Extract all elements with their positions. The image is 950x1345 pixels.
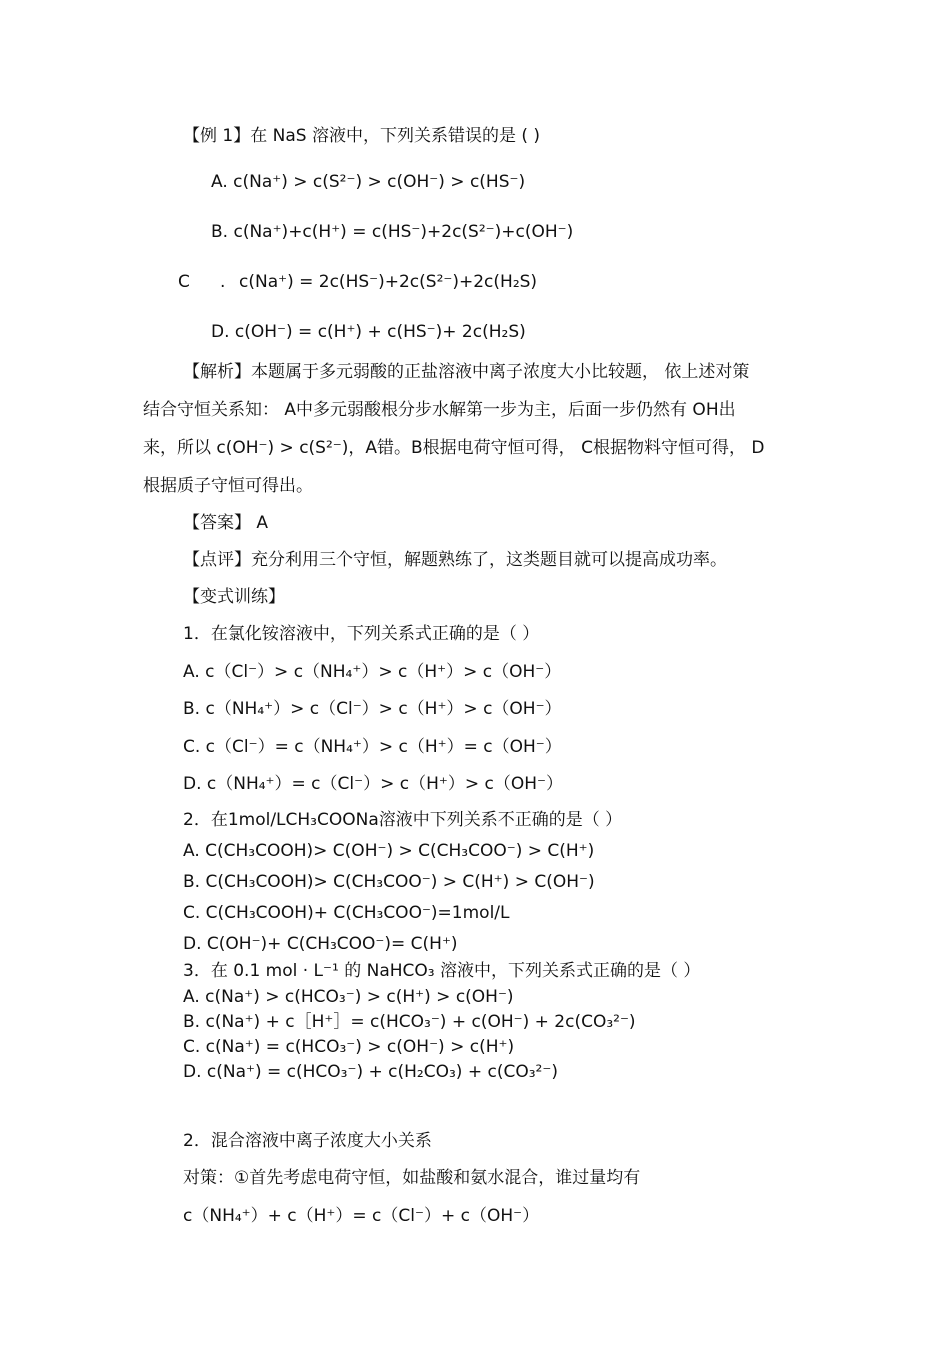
q2-option-d: D. C(OH⁻)+ C(CH₃COO⁻)= C(H⁺): [183, 934, 458, 954]
q1-option-b: B. c（NH₄⁺）> c（Cl⁻）> c（H⁺）> c（OH⁻）: [183, 699, 562, 719]
q2-option-b: B. C(CH₃COOH)> C(CH₃COO⁻) > C(H⁺) > C(OH⁻): [183, 872, 595, 892]
example-option-d: D. c(OH⁻) = c(H⁺) + c(HS⁻)+ 2c(H₂S): [211, 322, 526, 342]
section-strategy: 对策：①首先考虑电荷守恒，如盐酸和氨水混合，谁过量均有: [183, 1168, 641, 1188]
q2-stem: 2．在1mol/LCH₃COONa溶液中下列关系不正确的是（ ）: [183, 810, 623, 830]
q1-option-c: C. c（Cl⁻）= c（NH₄⁺）> c（H⁺）= c（OH⁻）: [183, 737, 562, 757]
section-title: 2．混合溶液中离子浓度大小关系: [183, 1131, 432, 1151]
q3-option-c: C. c(Na⁺) = c(HCO₃⁻) > c(OH⁻) > c(H⁺): [183, 1037, 515, 1057]
example-option-c-dot: .: [220, 272, 226, 292]
q3-option-b: B. c(Na⁺) + c［H⁺］= c(HCO₃⁻) + c(OH⁻) + 2c(CO₃²⁻): [183, 1012, 636, 1032]
practice-heading: 【变式训练】: [183, 587, 285, 607]
comment: 【点评】充分利用三个守恒，解题熟练了，这类题目就可以提高成功率。: [183, 550, 727, 570]
q3-stem: 3．在 0.1 mol · L⁻¹ 的 NaHCO₃ 溶液中，下列关系式正确的是（ ）: [183, 961, 701, 981]
example-question: 【例 1】在 NaS 溶液中，下列关系错误的是 ( ): [183, 126, 541, 146]
q3-option-d: D. c(Na⁺) = c(HCO₃⁻) + c(H₂CO₃) + c(CO₃²⁻): [183, 1062, 558, 1082]
answer: 【答案】 A: [183, 513, 269, 533]
q2-option-a: A. C(CH₃COOH)> C(OH⁻) > C(CH₃COO⁻) > C(H⁺): [183, 841, 595, 861]
section-equation: c（NH₄⁺）+ c（H⁺）= c（Cl⁻）+ c（OH⁻）: [183, 1206, 540, 1226]
example-option-b: B. c(Na⁺)+c(H⁺) = c(HS⁻)+2c(S²⁻)+c(OH⁻): [211, 222, 574, 242]
analysis-line-1: 【解析】本题属于多元弱酸的正盐溶液中离子浓度大小比较题， 依上述对策: [183, 362, 750, 382]
analysis-line-4: 根据质子守恒可得出。: [143, 476, 313, 496]
example-option-a: A. c(Na⁺) > c(S²⁻) > c(OH⁻) > c(HS⁻): [211, 172, 526, 192]
q1-option-d: D. c（NH₄⁺）= c（Cl⁻）> c（H⁺）> c（OH⁻）: [183, 774, 563, 794]
q1-option-a: A. c（Cl⁻）> c（NH₄⁺）> c（H⁺）> c（OH⁻）: [183, 662, 562, 682]
q1-stem: 1．在氯化铵溶液中，下列关系式正确的是（ ）: [183, 624, 540, 644]
q3-option-a: A. c(Na⁺) > c(HCO₃⁻) > c(H⁺) > c(OH⁻): [183, 987, 514, 1007]
analysis-line-3: 来，所以 c(OH⁻) > c(S²⁻)，A错。B根据电荷守恒可得， C根据物料守恒可得， D: [143, 438, 765, 458]
example-option-c: c(Na⁺) = 2c(HS⁻)+2c(S²⁻)+2c(H₂S): [239, 272, 538, 292]
example-option-c-letter: C: [178, 272, 190, 292]
q2-option-c: C. C(CH₃COOH)+ C(CH₃COO⁻)=1mol/L: [183, 903, 510, 923]
analysis-line-2: 结合守恒关系知： A中多元弱酸根分步水解第一步为主，后面一步仍然有 OH出: [143, 400, 736, 420]
